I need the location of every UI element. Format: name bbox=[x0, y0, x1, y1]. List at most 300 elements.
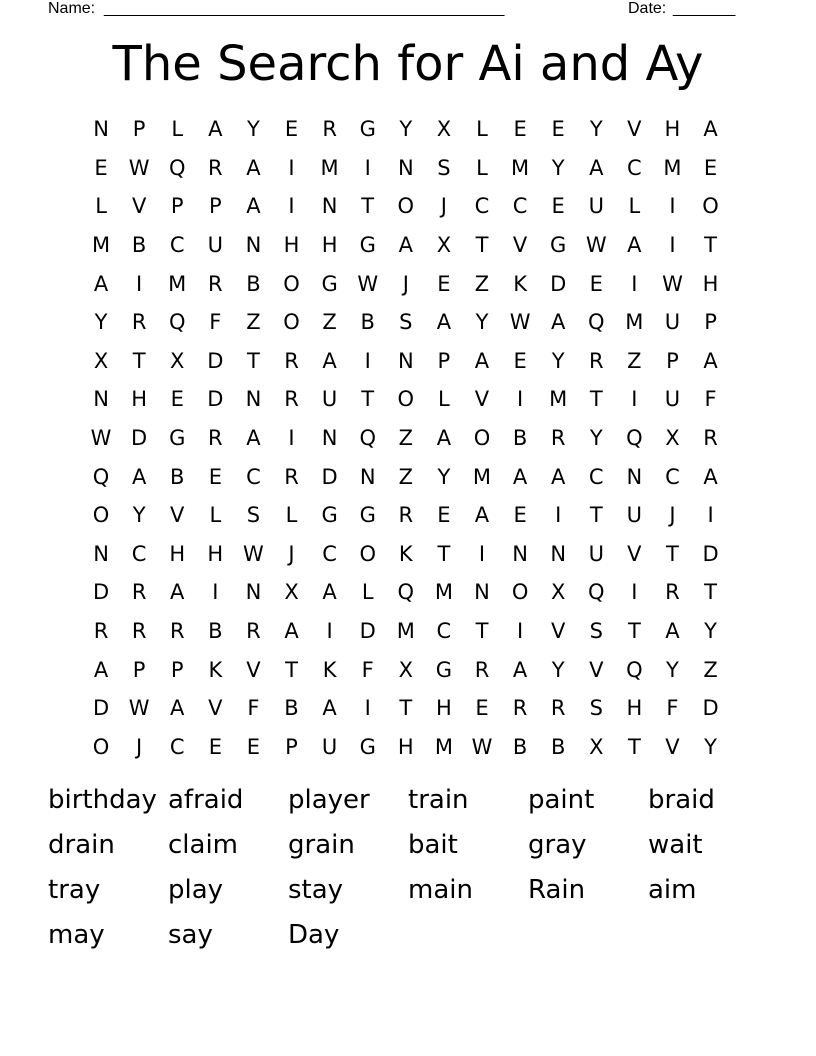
grid-letter: O bbox=[702, 194, 719, 219]
grid-letter: A bbox=[170, 696, 185, 721]
grid-letter: I bbox=[364, 348, 371, 373]
grid-letter: T bbox=[285, 657, 298, 682]
grid-letter: A bbox=[550, 310, 566, 335]
grid-letter: D bbox=[207, 348, 224, 373]
grid-letter: A bbox=[512, 657, 528, 682]
grid-letter: G bbox=[321, 271, 338, 296]
grid-letter: V bbox=[550, 619, 566, 644]
grid-letter: J bbox=[288, 541, 295, 566]
word-bank-item: main bbox=[408, 874, 473, 905]
grid-letter: Z bbox=[474, 271, 490, 296]
grid-letter: G bbox=[359, 503, 376, 528]
grid-letter: S bbox=[399, 310, 413, 335]
grid-letter: B bbox=[208, 619, 223, 644]
grid-letter: B bbox=[131, 233, 147, 258]
grid-letter: Z bbox=[398, 426, 413, 451]
grid-letter: O bbox=[511, 580, 529, 605]
grid-letter: U bbox=[321, 734, 338, 759]
grid-row bbox=[82, 303, 732, 342]
grid-letter: R bbox=[550, 696, 566, 721]
grid-letter: D bbox=[702, 696, 719, 721]
grid-letter: N bbox=[245, 387, 262, 412]
grid-letter: M bbox=[434, 580, 453, 605]
grid-letter: T bbox=[475, 619, 489, 644]
grid-letter: G bbox=[435, 657, 453, 682]
grid-letter: B bbox=[550, 734, 566, 759]
grid-letter: K bbox=[513, 271, 527, 296]
grid-letter: G bbox=[359, 117, 376, 142]
grid-letter: O bbox=[397, 194, 415, 219]
grid-letter: X bbox=[436, 117, 452, 142]
grid-letter: R bbox=[131, 580, 147, 605]
grid-letter: C bbox=[588, 464, 604, 489]
grid-letter: Q bbox=[168, 155, 186, 180]
grid-letter: Y bbox=[399, 117, 413, 142]
grid-letter: C bbox=[474, 194, 490, 219]
grid-row bbox=[82, 419, 732, 458]
word-bank-item: play bbox=[168, 874, 224, 905]
word-bank-item: may bbox=[48, 919, 105, 950]
grid-letter: R bbox=[703, 426, 718, 451]
grid-letter: V bbox=[589, 657, 604, 682]
grid-letter: Q bbox=[626, 657, 643, 682]
grid-letter: U bbox=[664, 310, 681, 335]
grid-letter: L bbox=[209, 503, 222, 528]
grid-letter: Q bbox=[359, 426, 376, 451]
grid-letter: C bbox=[131, 541, 147, 566]
grid-letter: C bbox=[169, 233, 185, 258]
word-bank-item: player bbox=[288, 785, 370, 816]
grid-letter: G bbox=[359, 233, 376, 258]
grid-letter: R bbox=[208, 271, 223, 296]
grid-letter: Y bbox=[589, 117, 603, 142]
grid-letter: I bbox=[707, 503, 714, 528]
grid-letter: M bbox=[168, 271, 187, 296]
grid-letter: K bbox=[322, 657, 337, 682]
grid-letter: N bbox=[245, 233, 262, 258]
grid-letter: E bbox=[437, 503, 451, 528]
grid-letter: R bbox=[665, 580, 680, 605]
grid-letter: E bbox=[170, 387, 184, 412]
grid-row bbox=[82, 149, 732, 188]
grid-letter: U bbox=[588, 194, 604, 219]
grid-letter: D bbox=[92, 696, 110, 721]
grid-letter: E bbox=[208, 734, 222, 759]
word-bank bbox=[48, 778, 768, 957]
grid-letter: A bbox=[93, 271, 109, 296]
grid-letter: E bbox=[551, 117, 565, 142]
grid-letter: U bbox=[664, 387, 681, 412]
page-title: The Search for Ai and Ay bbox=[112, 36, 704, 92]
grid-letter: S bbox=[246, 503, 261, 528]
grid-letter: R bbox=[322, 117, 337, 142]
grid-letter: P bbox=[285, 734, 298, 759]
grid-row bbox=[82, 380, 732, 419]
word-bank-row bbox=[48, 868, 768, 913]
grid-letter: W bbox=[509, 310, 531, 335]
grid-letter: T bbox=[361, 387, 375, 412]
grid-letter: D bbox=[131, 426, 148, 451]
grid-letter: C bbox=[512, 194, 528, 219]
grid-letter: R bbox=[398, 503, 414, 528]
grid-letter: R bbox=[208, 155, 223, 180]
grid-letter: B bbox=[246, 271, 261, 296]
grid-letter: I bbox=[669, 194, 676, 219]
grid-letter: Q bbox=[92, 464, 110, 489]
grid-letter: Y bbox=[551, 348, 565, 373]
grid-letter: L bbox=[171, 117, 184, 142]
word-search-grid bbox=[82, 110, 732, 766]
grid-letter: I bbox=[364, 696, 371, 721]
grid-letter: H bbox=[702, 271, 719, 296]
grid-letter: A bbox=[246, 194, 261, 219]
grid-letter: P bbox=[437, 348, 451, 373]
date-label: Date: bbox=[628, 0, 667, 17]
grid-letter: R bbox=[588, 348, 604, 373]
grid-letter: R bbox=[550, 426, 566, 451]
grid-letter: A bbox=[322, 348, 337, 373]
grid-letter: X bbox=[93, 348, 109, 373]
grid-letter: D bbox=[702, 541, 719, 566]
grid-letter: I bbox=[516, 387, 524, 412]
grid-letter: L bbox=[628, 194, 641, 219]
grid-letter: A bbox=[208, 117, 223, 142]
grid-letter: N bbox=[321, 194, 338, 219]
word-bank-row bbox=[48, 823, 768, 868]
grid-letter: V bbox=[512, 233, 528, 258]
grid-letter: X bbox=[665, 426, 680, 451]
grid-letter: W bbox=[357, 271, 379, 296]
grid-letter: A bbox=[474, 503, 490, 528]
word-bank-item: gray bbox=[528, 830, 587, 861]
grid-letter: M bbox=[472, 464, 492, 489]
grid-letter: A bbox=[550, 464, 566, 489]
grid-letter: P bbox=[704, 310, 717, 335]
grid-letter: G bbox=[321, 503, 338, 528]
grid-letter: A bbox=[170, 580, 185, 605]
grid-letter: H bbox=[207, 541, 224, 566]
grid-letter: R bbox=[512, 696, 528, 721]
word-bank-item: say bbox=[168, 919, 213, 950]
grid-letter: N bbox=[321, 426, 338, 451]
grid-letter: E bbox=[437, 271, 451, 296]
date-field-line: _______ bbox=[673, 0, 736, 17]
grid-letter: Y bbox=[551, 155, 565, 180]
grid-letter: E bbox=[513, 348, 527, 373]
grid-letter: I bbox=[516, 619, 524, 644]
grid-letter: M bbox=[434, 734, 453, 759]
grid-letter: A bbox=[474, 348, 490, 373]
grid-letter: A bbox=[436, 310, 452, 335]
grid-letter: B bbox=[512, 426, 528, 451]
grid-letter: H bbox=[169, 541, 186, 566]
grid-letter: T bbox=[627, 619, 641, 644]
grid-letter: M bbox=[549, 387, 568, 412]
grid-letter: A bbox=[436, 426, 452, 451]
grid-letter: E bbox=[94, 155, 108, 180]
grid-letter: N bbox=[93, 541, 109, 566]
grid-letter: D bbox=[550, 271, 567, 296]
word-bank-item: birthday bbox=[48, 785, 157, 816]
grid-letter: O bbox=[92, 734, 110, 759]
grid-letter: V bbox=[627, 541, 642, 566]
grid-letter: Z bbox=[627, 348, 642, 373]
grid-letter: N bbox=[245, 580, 262, 605]
grid-letter: M bbox=[91, 233, 111, 258]
grid-letter: A bbox=[703, 117, 718, 142]
grid-letter: I bbox=[288, 155, 295, 180]
grid-row bbox=[82, 573, 732, 612]
grid-letter: F bbox=[704, 387, 717, 412]
word-bank-row bbox=[48, 778, 768, 823]
grid-letter: Q bbox=[168, 310, 186, 335]
grid-letter: M bbox=[396, 619, 415, 644]
grid-letter: K bbox=[398, 541, 413, 566]
grid-row bbox=[82, 264, 732, 303]
grid-letter: R bbox=[131, 619, 147, 644]
grid-letter: V bbox=[665, 734, 680, 759]
grid-letter: G bbox=[359, 734, 376, 759]
grid-letter: E bbox=[513, 503, 527, 528]
grid-letter: I bbox=[136, 271, 143, 296]
grid-letter: H bbox=[435, 696, 452, 721]
grid-letter: C bbox=[627, 155, 642, 180]
grid-letter: H bbox=[283, 233, 300, 258]
grid-letter: T bbox=[666, 541, 679, 566]
grid-letter: T bbox=[132, 348, 146, 373]
grid-letter: T bbox=[475, 233, 489, 258]
grid-letter: I bbox=[631, 580, 638, 605]
grid-letter: H bbox=[664, 117, 681, 142]
grid-letter: X bbox=[170, 348, 185, 373]
name-field-line: _____________________________________________ bbox=[104, 0, 505, 17]
grid-letter: H bbox=[131, 387, 148, 412]
grid-letter: Y bbox=[475, 310, 489, 335]
grid-letter: B bbox=[170, 464, 185, 489]
grid-letter: Y bbox=[704, 734, 717, 759]
grid-letter: N bbox=[397, 155, 414, 180]
word-bank-item: grain bbox=[288, 830, 355, 861]
grid-letter: R bbox=[284, 464, 299, 489]
grid-letter: E bbox=[703, 155, 718, 180]
grid-letter: T bbox=[361, 194, 375, 219]
grid-letter: A bbox=[398, 233, 413, 258]
grid-letter: J bbox=[669, 503, 676, 528]
grid-letter: J bbox=[440, 194, 447, 219]
grid-letter: R bbox=[474, 657, 490, 682]
word-bank-item: bait bbox=[408, 830, 458, 861]
grid-letter: P bbox=[132, 117, 146, 142]
grid-letter: A bbox=[703, 464, 718, 489]
grid-letter: H bbox=[626, 696, 643, 721]
grid-letter: K bbox=[208, 657, 223, 682]
grid-letter: C bbox=[665, 464, 680, 489]
grid-letter: A bbox=[284, 619, 299, 644]
grid-letter: Q bbox=[588, 580, 605, 605]
grid-letter: B bbox=[512, 734, 528, 759]
grid-letter: L bbox=[438, 387, 450, 412]
grid-letter: T bbox=[704, 233, 717, 258]
grid-letter: V bbox=[170, 503, 185, 528]
grid-letter: A bbox=[322, 580, 337, 605]
grid-letter: L bbox=[361, 580, 374, 605]
grid-row bbox=[82, 728, 732, 767]
grid-letter: V bbox=[474, 387, 490, 412]
grid-letter: G bbox=[169, 426, 186, 451]
grid-letter: A bbox=[246, 155, 261, 180]
grid-letter: T bbox=[437, 541, 451, 566]
grid-letter: N bbox=[626, 464, 643, 489]
grid-letter: D bbox=[321, 464, 338, 489]
grid-letter: G bbox=[550, 233, 567, 258]
word-bank-item: afraid bbox=[168, 785, 244, 816]
grid-letter: I bbox=[631, 271, 638, 296]
grid-letter: R bbox=[131, 310, 147, 335]
grid-letter: F bbox=[666, 696, 679, 721]
grid-letter: P bbox=[170, 657, 184, 682]
grid-row bbox=[82, 226, 732, 265]
grid-letter: T bbox=[704, 580, 717, 605]
grid-letter: P bbox=[666, 348, 679, 373]
grid-letter: Q bbox=[626, 426, 643, 451]
grid-letter: X bbox=[284, 580, 299, 605]
grid-letter: X bbox=[589, 734, 604, 759]
grid-letter: N bbox=[550, 541, 567, 566]
grid-letter: O bbox=[397, 387, 415, 412]
grid-letter: T bbox=[247, 348, 260, 373]
header bbox=[48, 0, 748, 19]
grid-letter: P bbox=[170, 194, 184, 219]
grid-letter: B bbox=[284, 696, 299, 721]
grid-letter: X bbox=[550, 580, 566, 605]
grid-letter: T bbox=[589, 503, 603, 528]
grid-letter: U bbox=[207, 233, 224, 258]
grid-row bbox=[82, 187, 732, 226]
word-bank-row bbox=[48, 912, 768, 957]
grid-letter: Y bbox=[589, 426, 603, 451]
grid-letter: A bbox=[246, 426, 261, 451]
grid-letter: X bbox=[436, 233, 452, 258]
grid-row bbox=[82, 110, 732, 149]
grid-letter: N bbox=[359, 464, 376, 489]
grid-letter: F bbox=[361, 657, 374, 682]
grid-letter: Z bbox=[322, 310, 337, 335]
grid-letter: C bbox=[246, 464, 261, 489]
grid-letter: Q bbox=[397, 580, 415, 605]
grid-letter: L bbox=[95, 194, 107, 219]
grid-letter: A bbox=[589, 155, 604, 180]
grid-letter: E bbox=[513, 117, 527, 142]
grid-letter: E bbox=[208, 464, 222, 489]
word-bank-item: Day bbox=[288, 919, 340, 950]
grid-letter: C bbox=[322, 541, 337, 566]
grid-row bbox=[82, 457, 732, 496]
grid-letter: I bbox=[478, 541, 486, 566]
grid-letter: O bbox=[92, 503, 110, 528]
grid-letter: V bbox=[246, 657, 261, 682]
grid-row bbox=[82, 342, 732, 381]
grid-letter: N bbox=[512, 541, 528, 566]
grid-letter: R bbox=[208, 426, 223, 451]
name-label: Name: bbox=[48, 0, 96, 17]
grid-letter: A bbox=[322, 696, 337, 721]
grid-letter: E bbox=[589, 271, 603, 296]
grid-letter: Y bbox=[666, 657, 679, 682]
grid-letter: L bbox=[476, 155, 488, 180]
word-bank-item: wait bbox=[648, 830, 703, 861]
grid-letter: I bbox=[364, 155, 371, 180]
grid-letter: I bbox=[669, 233, 676, 258]
grid-letter: U bbox=[321, 387, 338, 412]
grid-letter: M bbox=[663, 155, 682, 180]
grid-letter: W bbox=[128, 696, 150, 721]
grid-letter: M bbox=[511, 155, 530, 180]
grid-letter: Z bbox=[398, 464, 413, 489]
word-bank-item: Rain bbox=[528, 874, 586, 905]
grid-letter: N bbox=[397, 348, 414, 373]
grid-letter: P bbox=[132, 657, 146, 682]
grid-letter: E bbox=[475, 696, 489, 721]
grid-letter: I bbox=[555, 503, 562, 528]
grid-row bbox=[82, 650, 732, 689]
grid-letter: V bbox=[627, 117, 642, 142]
grid-letter: C bbox=[169, 734, 185, 759]
word-bank-item: aim bbox=[648, 874, 697, 905]
grid-row bbox=[82, 612, 732, 651]
grid-letter: A bbox=[131, 464, 147, 489]
word-bank-item: claim bbox=[168, 830, 239, 861]
grid-letter: Y bbox=[94, 310, 108, 335]
grid-letter: I bbox=[288, 194, 295, 219]
grid-letter: M bbox=[320, 155, 339, 180]
grid-letter: O bbox=[283, 271, 300, 296]
grid-letter: W bbox=[90, 426, 112, 451]
grid-letter: H bbox=[397, 734, 414, 759]
word-bank-item: drain bbox=[48, 830, 115, 861]
grid-letter: R bbox=[169, 619, 185, 644]
grid-letter: A bbox=[703, 348, 718, 373]
grid-letter: A bbox=[627, 233, 642, 258]
word-bank-item: braid bbox=[648, 785, 715, 816]
grid-letter: R bbox=[93, 619, 109, 644]
grid-letter: S bbox=[589, 696, 603, 721]
grid-letter: U bbox=[588, 541, 604, 566]
grid-letter: R bbox=[284, 387, 299, 412]
grid-letter: U bbox=[626, 503, 643, 528]
grid-row bbox=[82, 535, 732, 574]
grid-letter: I bbox=[288, 426, 295, 451]
grid-letter: O bbox=[283, 310, 300, 335]
grid-letter: Y bbox=[132, 503, 146, 528]
grid-letter: P bbox=[208, 194, 222, 219]
grid-letter: Y bbox=[247, 117, 260, 142]
grid-letter: I bbox=[631, 387, 638, 412]
grid-letter: R bbox=[246, 619, 261, 644]
grid-letter: H bbox=[321, 233, 338, 258]
grid-letter: A bbox=[665, 619, 680, 644]
grid-letter: I bbox=[326, 619, 333, 644]
grid-letter: Y bbox=[437, 464, 451, 489]
grid-letter: D bbox=[359, 619, 376, 644]
grid-letter: W bbox=[243, 541, 264, 566]
word-bank-item: train bbox=[408, 785, 469, 816]
grid-letter: I bbox=[212, 580, 219, 605]
grid-letter: S bbox=[437, 155, 451, 180]
grid-letter: D bbox=[92, 580, 110, 605]
grid-letter: W bbox=[471, 734, 493, 759]
grid-letter: S bbox=[589, 619, 603, 644]
word-bank-item: tray bbox=[48, 874, 101, 905]
